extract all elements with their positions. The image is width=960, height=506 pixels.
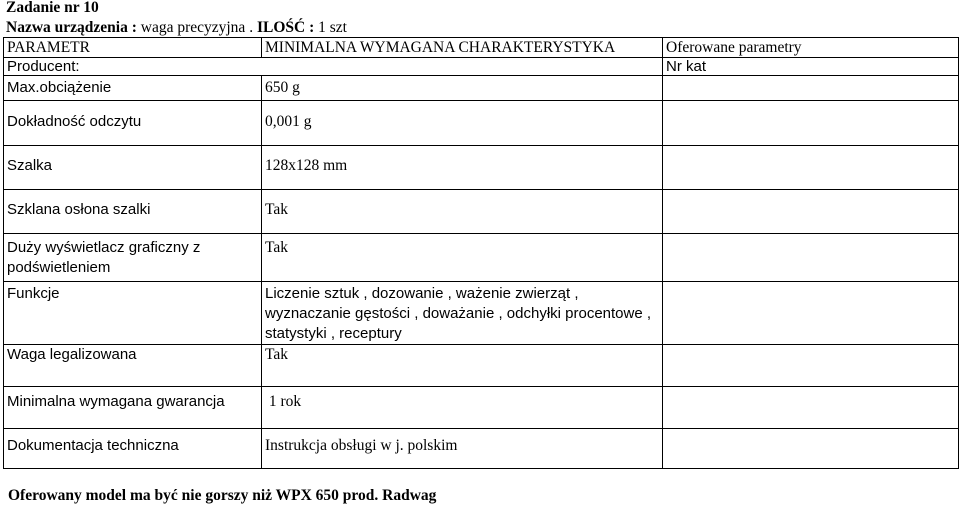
offered-cell [663, 387, 959, 429]
device-value: waga precyzyjna . [136, 19, 257, 36]
table-row [4, 146, 959, 190]
offered-cell [663, 429, 959, 469]
requirement-cell: Tak [262, 345, 663, 387]
param-cell: Funkcje [4, 282, 262, 345]
footer-note: Oferowany model ma być nie gorszy niż WPX 650 prod. Radwag [8, 487, 437, 504]
offered-cell [663, 345, 959, 387]
offered-cell [663, 76, 959, 101]
table-row [4, 101, 959, 146]
param-cell: Szalka [4, 146, 262, 190]
producer-row [4, 58, 959, 76]
param-cell: Szklana osłona szalki [4, 190, 262, 234]
device-line [6, 20, 347, 36]
offered-cell [663, 101, 959, 146]
table-row [4, 234, 959, 282]
quantity-label: ILOŚĆ : [256, 19, 315, 36]
column-header-parameter: PARAMETR [4, 38, 262, 58]
table-row [4, 190, 959, 234]
column-header-offered: Oferowane parametry [663, 38, 959, 58]
offered-cell [663, 190, 959, 234]
spec-table [3, 37, 959, 469]
catalog-number-label: Nr kat [663, 58, 959, 76]
table-row [4, 76, 959, 101]
param-cell: Waga legalizowana [4, 345, 262, 387]
table-row [4, 345, 959, 387]
param-cell: Dokumentacja techniczna [4, 429, 262, 469]
table-row [4, 429, 959, 469]
producer-label: Producent: [4, 58, 663, 76]
requirement-cell: 0,001 g [262, 101, 663, 146]
offered-cell [663, 234, 959, 282]
offered-cell [663, 146, 959, 190]
requirement-cell: 1 rok [262, 387, 663, 429]
param-cell: Minimalna wymagana gwarancja [4, 387, 262, 429]
table-row [4, 282, 959, 345]
offered-cell [663, 282, 959, 345]
requirement-cell: Liczenie sztuk , dozowanie , ważenie zwierząt , wyznaczanie gęstości , doważanie , odchyłki procentowe , statystyki , receptury [262, 282, 663, 345]
param-cell: Max.obciążenie [4, 76, 262, 101]
param-cell: Dokładność odczytu [4, 101, 262, 146]
requirement-cell: 128x128 mm [262, 146, 663, 190]
device-label: Nazwa urządzenia : [6, 19, 137, 36]
table-header-row [4, 38, 959, 58]
requirement-cell: Tak [262, 190, 663, 234]
column-header-min-requirement: MINIMALNA WYMAGANA CHARAKTERYSTYKA [262, 38, 663, 58]
param-cell: Duży wyświetlacz graficzny z podświetleniem [4, 234, 262, 282]
requirement-cell: 650 g [262, 76, 663, 101]
table-row [4, 387, 959, 429]
quantity-value: 1 szt [314, 19, 347, 36]
task-number: Zadanie nr 10 [6, 0, 99, 16]
requirement-cell: Tak [262, 234, 663, 282]
requirement-cell: Instrukcja obsługi w j. polskim [262, 429, 663, 469]
